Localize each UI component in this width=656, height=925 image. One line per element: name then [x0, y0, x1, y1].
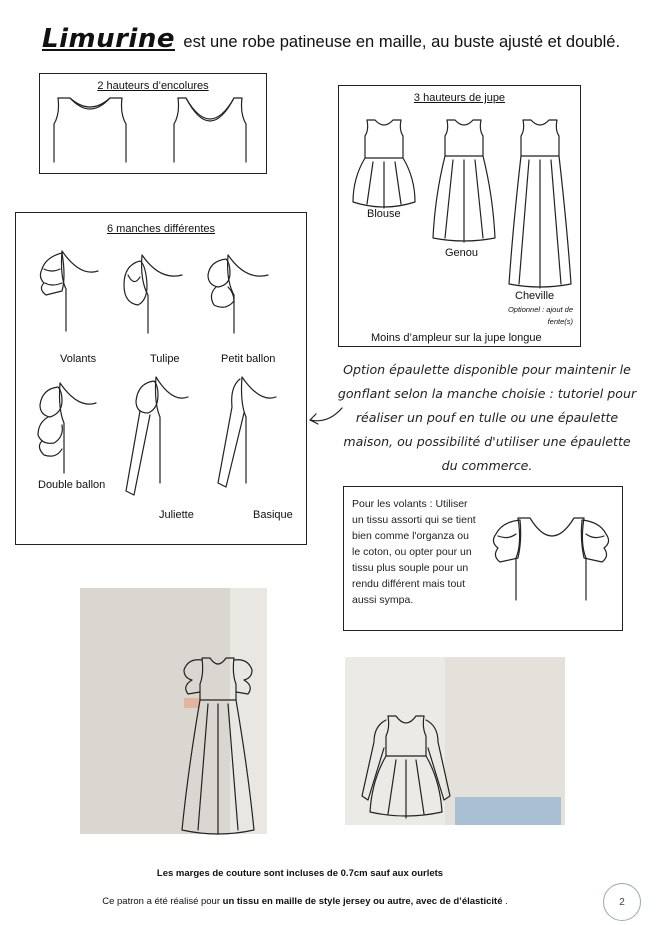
necklines-box — [39, 73, 267, 174]
sleeve-tulip-drawing — [120, 251, 190, 341]
skirts-box — [338, 85, 581, 347]
neckline-high-drawing — [50, 96, 130, 166]
skirt-label-blouse: Blouse — [367, 208, 401, 220]
volants-top-drawing — [488, 514, 614, 604]
page-number-badge — [603, 883, 641, 921]
skirt-knee-drawing — [429, 116, 499, 246]
footer-fabric-prefix: Ce patron a été réalisé pour — [102, 896, 223, 907]
sleeve-basic-drawing — [212, 373, 282, 513]
sleeve-label-double-ballon: Double ballon — [38, 479, 106, 491]
blouse-drawing — [356, 712, 456, 832]
skirts-title: 3 hauteurs de jupe — [413, 92, 506, 104]
sleeve-double-puff-drawing — [32, 379, 102, 479]
sleeve-juliet-drawing — [120, 373, 190, 513]
sleeve-label-petit-ballon: Petit ballon — [221, 353, 276, 365]
sleeves-title: 6 manches différentes — [106, 223, 216, 235]
sleeve-label-volants: Volants — [60, 353, 97, 365]
title-subtitle: est une robe patineuse en maille, au buste ajusté et doublé. — [183, 33, 621, 51]
skirt-ankle-drawing — [505, 116, 575, 291]
sleeve-label-basique: Basique — [253, 509, 293, 521]
sleeve-ruffle-drawing — [36, 247, 106, 337]
footer-fabric-bold: un tissu en maille de style jersey ou autre, avec de d’élasticité — [222, 896, 503, 907]
footer-seam-allowance — [0, 868, 600, 879]
skirt-blouse-drawing — [349, 116, 419, 216]
skirt-label-ankle: Cheville — [515, 290, 555, 302]
sleeve-label-juliette: Juliette — [159, 509, 194, 521]
skirts-footer-note: Moins d’ampleur sur la jupe longue — [371, 332, 542, 344]
sleeves-box — [15, 212, 307, 545]
skirt-slit-note: Optionnel : ajout de fente(s) — [507, 305, 573, 326]
footer-seam-allowance-text: Les marges de couture sont incluses de 0.7cm sauf aux ourlets — [156, 868, 444, 879]
page-number: 2 — [619, 897, 625, 908]
option-shoulder-pad-text: Option épaulette disponible pour maintenir le gonflant selon la manche choisie : tutoriel pour réaliser un pouf en tulle ou une épaulette maison, ou possibilité d'utiliser une épaulette du commerce. — [337, 362, 637, 473]
long-dress-drawing — [178, 640, 258, 840]
sleeve-small-puff-drawing — [204, 251, 274, 341]
necklines-title: 2 hauteurs d’encolures — [97, 80, 209, 92]
footer-fabric-note — [0, 896, 610, 907]
volants-note-text: Pour les volants : Utiliser un tissu assorti qui se tient bien comme l'organza ou le coton, ou opter pour un tissu plus souple pour un rendu différent mais tout aussi sympa. — [352, 498, 476, 606]
footer-fabric-suffix: . — [502, 896, 508, 907]
page-title — [42, 24, 620, 54]
brand-name: Limurine — [42, 24, 175, 54]
neckline-low-drawing — [170, 96, 250, 166]
sleeve-label-tulipe: Tulipe — [150, 353, 180, 365]
skirt-label-knee: Genou — [445, 247, 479, 259]
